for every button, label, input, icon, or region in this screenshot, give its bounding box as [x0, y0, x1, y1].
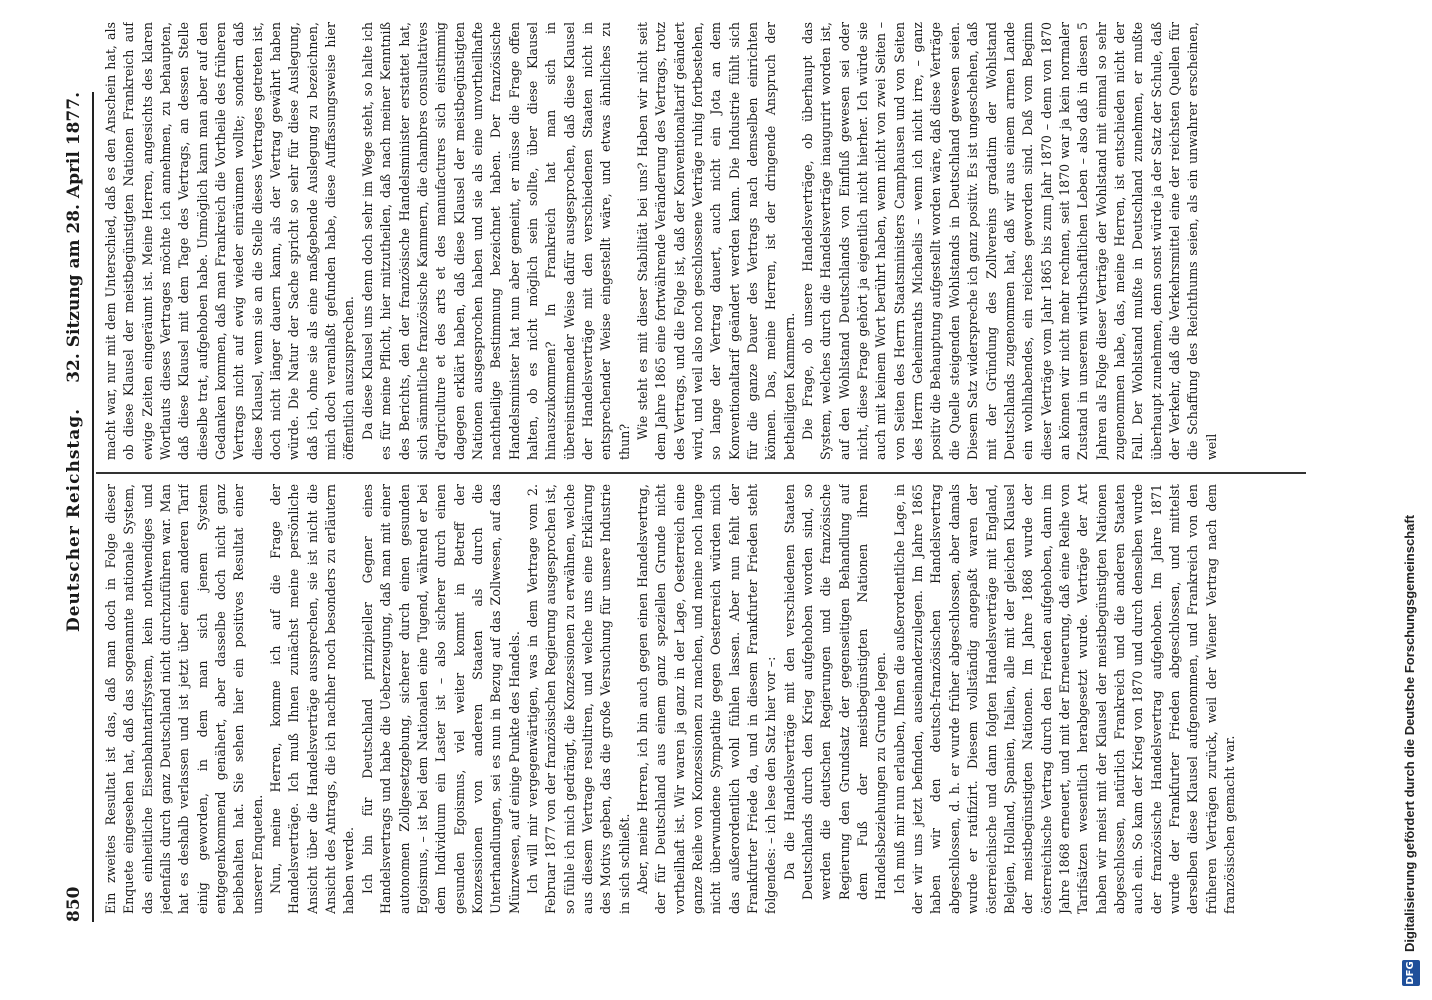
session-date: 32. Sitzung am 28. April 1877. — [64, 92, 84, 383]
paragraph: Wie steht es mit dieser Stabilität bei uns? Haben wir nicht seit dem Jahre 1865 eine fortwährende Veränderung des Vertrags, trotz des Vertrags, und die Folge ist, daß der Konventionaltarif geändert wird, und weil also noch geschlossene Verträge ruhig fortbestehen, so lange der Vertrag dauert, auch nicht ein Jota an dem Konventionaltarif geändert werden kann. Die Industrie fühlt sich für die ganze Dauer des Vertrags nach demselben einrichten können. Das, meine Herren, ist der dringende Anspruch der betheiligten Kammern. — [634, 22, 797, 460]
paragraph: Die Frage, ob unsere Handelsverträge, ob überhaupt das System, welches durch die Handelsverträge inaugurirt worden ist, auf den Wohlstand Deutschlands von Einfluß gewesen sei oder nicht, diese Frage gehört ja eigentlich nicht hierher. Ich würde sie auch mit keinem Wort berührt haben, wenn nicht von zwei Seiten – von Seiten des Herrn Staatsministers Camphausen und von Seiten des Herrn Geheimraths Michaelis – wenn ich nicht irre, – ganz positiv die Behauptung aufgestellt worden wäre, daß diese Verträge die Quelle steigenden Wohlstands in Deutschland gewesen seien. Diesem Satz widerspreche ich ganz positiv. Es ist ungeschehen, daß mit der Gründung des Zollvereins gradatim der Wohlstand Deutschlands zugenommen hat, daß wir aus einem armen Lande ein wohlhabendes, ein reiches geworden sind. Daß vom Beginn dieser Verträge vom Jahr 1865 bis zum Jahr 1870 – denn von 1870 an können wir nicht mehr rechnen, seit 1870 war ja kein normaler Zustand in unserem wirthschaftlichen Leben – also daß in diesen 5 Jahren als Folge dieser Verträge der Wohlstand mit einmal so sehr zugenommen habe, das, meine Herren, ist entschieden nicht der Fall. Der Wohlstand mußte in Deutschland zunehmen, er mußte überhaupt zunehmen, denn sonst würde ja der Satz der Schule, daß der Verkehr, daß die Verkehrsmittel eine der reichsten Quellen für die Schaffung des Reichthums seien, als ein unwahrer erscheinen, weil — [800, 22, 1219, 460]
paragraph: Da diese Klausel uns denn doch sehr im Wege steht, so halte ich es für meine Pflicht, hier mitzutheilen, daß nach meiner Kenntniß des Berichts, den der französische Handelsminister erstattet hat, sich sämmtliche französische Kammern, die chambres consultatives d'agriculture et des arts et des manufactures sich einstimmig dagegen erklärt haben, daß diese Klausel der meistbegünstigten Nationen ausgesprochen haben und sie als eine unvortheilhafte nachtheilige Bestimmung bezeichnet haben. Der französische Handelsminister hat nun aber gemeint, er müsse die Frage offen halten, ob es nicht möglich sein sollte, über diese Klausel hinauszukommen? In Frankreich hat man sich in übereinstimmender Weise dafür ausgesprochen, daß diese Klausel der Handelsverträge mit den verschiedenen Staaten nicht in entsprechender Weise eingestellt wäre, und etwas ähnliches zu thun? — [359, 22, 632, 460]
paragraph: Ein zweites Resultat ist das, daß man doch in Folge dieser Enquete eingesehen hat, daß das sogenannte nationale System, das einheitliche Eisenbahntarifsystem, kein nothwendiges und jedenfalls durch ganz Deutschland nicht durchzuführen war. Man hat es deshalb verlassen und ist jetzt über einen anderen Tarif einig geworden, in dem man sich jenem System entgegenkommend genähert, aber dasselbe doch nicht ganz beibehalten hat. Sie sehen hier ein positives Resultat einer unserer Enqueten. — [103, 484, 265, 914]
running-title: Deutscher Reichstag. — [64, 407, 84, 632]
digitization-credit: Digitalisierung gefördert durch die Deutsche Forschungsgemeinschaft — [1402, 514, 1417, 952]
page-header — [64, 92, 90, 922]
paragraph: Ich muß mir nun erlauben, Ihnen die außerordentliche Lage, in der wir uns jetzt befinden, auseinanderzulegen. Im Jahre 1865 haben wir den deutsch-französischen Handelsvertrag abgeschlossen, d. h. er wurde früher abgeschlossen, aber damals wurde er ratifizirt. Diesem vollständig angepaßt waren der österreichische und dann folgten Handelsverträge mit England, Belgien, Holland, Spanien, Italien, alle mit der gleichen Klausel der meistbegünstigten Nationen. Im Jahre 1868 wurde der österreichische Vertrag durch den Frieden aufgehoben, dann im Jahre 1868 erneuert, und mit der Erneuerung, daß eine Reihe von Tarifsätzen wesentlich herabgesetzt wurde. Verträge der Art haben wir meist mit der Klausel der meistbegünstigten Nationen abgeschlossen, natürlich Frankreich und die anderen Staaten auch ein. So kam der Krieg von 1870 und durch denselben wurde der französische Handelsvertrag aufgehoben. Im Jahre 1871 wurde der Frankfurter Frieden abgeschlossen, und mittelst derselben diese Klausel aufgenommen, und Frankreich von den früheren Verträgen zurück, weil der Wiener Vertrag nach dem französischen gemacht war. — [891, 484, 1237, 914]
paragraph: Nun, meine Herren, komme ich auf die Frage der Handelsverträge. Ich muß Ihnen zunächst meine persönliche Ansicht über die Handelsverträge aussprechen, sie ist nicht die Ansicht des Antrags, die ich nachher noch besonders zu erläutern haben werde. — [268, 484, 357, 914]
paragraph: Ich will mir vergegenwärtigen, was in dem Vertrage vom 2. Februar 1877 von der französischen Regierung ausgesprochen ist, so fühle ich mich gedrängt, die Konzessionen zu erwähnen, welche aus diesem Vertrage resultiren, und welche uns eine Erklärung des Motivs geben, das die große Versuchung für unsere Industrie in sich schließt. — [524, 484, 632, 914]
quoted-treaty-clause: Da die Handelsverträge mit den verschiedenen Staaten Deutschlands durch den Krieg aufgehoben worden sind, so werden die deutschen Regierungen und die französische Regierung den Grundsatz der gegenseitigen Behandlung auf dem Fuß der meistbegünstigten Nationen ihren Handelsbeziehungen zu Grunde legen. — [781, 484, 889, 900]
paragraph: macht war, nur mit dem Unterschied, daß es den Anschein hat, als ob diese Klausel der meistbegünstigten Nationen Frankreich auf ewige Zeiten eingeräumt ist. Meine Herren, angesichts des klaren Wortlauts dieses Vertrages möchte ich annehmen, zu behaupten, daß diese Klausel mit dem Tage des Vertrags, an dessen Stelle dieselbe trat, aufgehoben habe. Unmöglich kann man aber auf den Gedanken kommen, daß man Frankreich die Vortheile des früheren Vertrags nicht auf ewig wieder einräumen wollte; sondern daß diese Klausel, wenn sie an die Stelle dieses Vertrages getreten ist, doch nicht länger dauern kann, als der Vertrag gewährt haben würde. Die Natur der Sache spricht so sehr für diese Auslegung, daß ich, ohne sie als eine maßgebende Auslegung zu bezeichnen, mich doch veranlaßt gefunden habe, diese Auffassungsweise hier öffentlich auszusprechen. — [103, 22, 357, 460]
right-column — [102, 22, 1302, 460]
column-divider — [96, 472, 1306, 474]
paragraph: Aber, meine Herren, ich bin auch gegen einen Handelsvertrag, der für Deutschland aus einem ganz speziellen Grunde nicht vortheilhaft ist. Wir waren ja ganz in der Lage, Oesterreich eine ganze Reihe von Konzessionen zu machen, und meine noch lange nicht überwundene Sympathie gegen Oesterreich würden mich das außerordentlich wohl fühlen lassen. Aber nun fehlt der Frankfurter Friede da, und in diesem Frankfurter Frieden steht folgendes: – ich lese den Satz hier vor –: — [634, 484, 779, 914]
dfg-logo: DFG — [1402, 960, 1420, 986]
header-rule — [92, 92, 94, 922]
paragraph: Ich bin für Deutschland prinzipieller Gegner eines Handelsvertrags und habe die Ueberzeugung, daß man mit einer autonomen Zollgesetzgebung, sicherer durch einen gesunden Egoismus, – ist bei dem Nationalen eine Tugend, während er bei dem Individuum ein Laster ist – also sicherer durch einen gesunden Egoismus, viel weiter kommt in Betreff der Konzessionen von anderen Staaten als durch die Unterhandlungen, sei es nun in Bezug auf das Zollwesen, auf das Münzwesen, auf einige Punkte des Handels. — [359, 484, 522, 914]
digitization-footer — [1390, 0, 1432, 1000]
left-column — [102, 484, 1302, 914]
page-number: 850 — [64, 886, 84, 922]
